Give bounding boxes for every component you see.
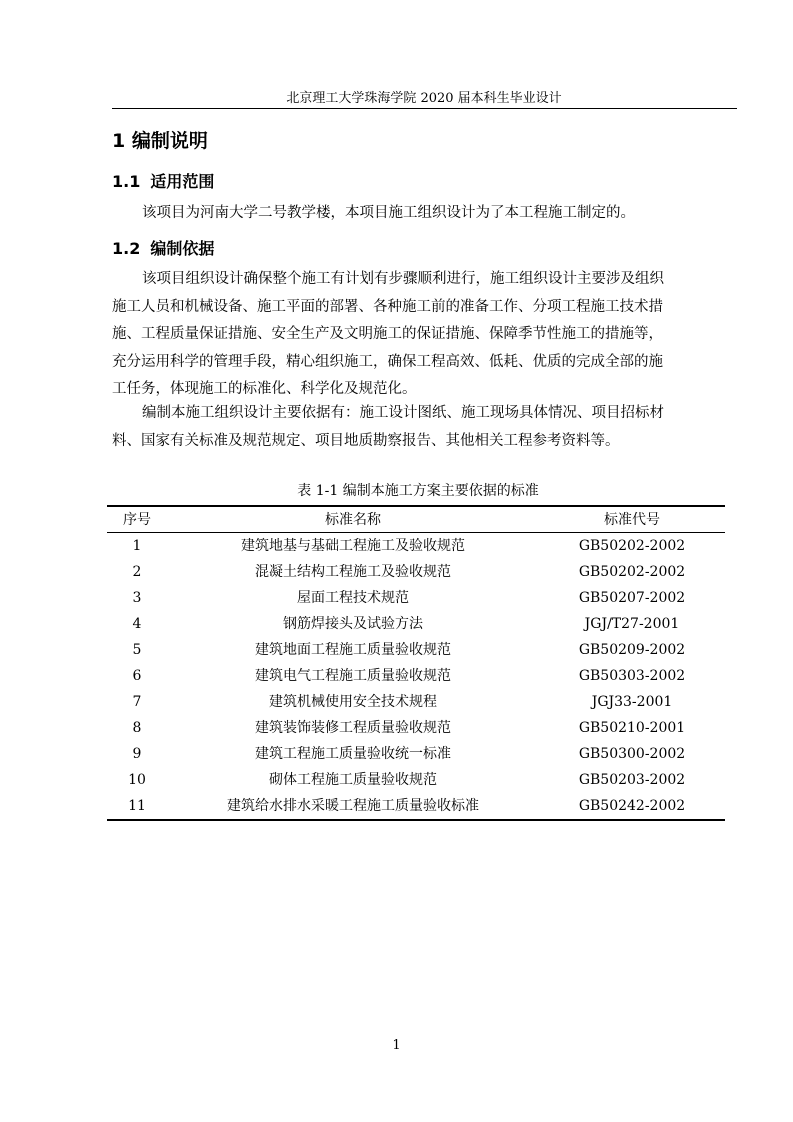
table-row [107, 585, 725, 611]
header-cell-name: 标准名称 [325, 511, 381, 528]
cell-index: 6 [132, 668, 142, 684]
cell-name: 建筑地面工程施工质量验收规范 [255, 642, 451, 658]
paragraph-line: 充分运用科学的管理手段，精心组织施工，确保工程高效、低耗、优质的完成全部的施 [112, 353, 663, 370]
table-row [107, 663, 725, 689]
table-caption: 表 1-1 编制本施工方案主要依据的标准 [297, 483, 539, 499]
paragraph-basis-1 [112, 266, 738, 404]
header-rule [112, 108, 737, 109]
subsection-number: 1.1 [112, 172, 141, 191]
cell-code: JGJ33-2001 [591, 694, 673, 710]
cell-name: 建筑电气工程施工质量验收规范 [255, 668, 451, 684]
subsection-title: 适用范围 [150, 172, 215, 191]
cell-code: GB50207-2002 [578, 590, 686, 606]
cell-name: 建筑给水排水采暖工程施工质量验收标准 [227, 798, 479, 814]
table-row [107, 767, 725, 793]
cell-index: 8 [132, 720, 142, 736]
table-row [107, 637, 725, 663]
subsection-heading-1-2 [112, 237, 214, 261]
cell-code: GB50209-2002 [578, 642, 686, 658]
cell-index: 4 [132, 616, 142, 632]
paragraph-line: 施工人员和机械设备、施工平面的部署、各种施工前的准备工作、分项工程施工技术措 [112, 298, 663, 315]
cell-index: 5 [132, 642, 142, 658]
cell-code: GB50210-2001 [578, 720, 686, 736]
header-cell-index: 序号 [123, 511, 151, 528]
paragraph-line: 工任务，体现施工的标准化、科学化及规范化。 [112, 381, 417, 398]
paragraph-line: 该项目组织设计确保整个施工有计划有步骤顺利进行，施工组织设计主要涉及组织 [142, 271, 664, 287]
cell-code: GB50303-2002 [578, 668, 686, 684]
cell-index: 1 [132, 538, 142, 554]
cell-code: GB50203-2002 [578, 772, 686, 788]
page-header: 北京理工大学珠海学院 2020 届本科生毕业设计 [286, 91, 562, 106]
cell-index: 3 [132, 590, 142, 606]
table-row [107, 741, 725, 767]
cell-index: 9 [132, 746, 142, 762]
cell-name: 建筑装饰装修工程质量验收规范 [255, 720, 451, 736]
paragraph-scope [112, 200, 738, 228]
cell-code: GB50300-2002 [578, 746, 686, 762]
subsection-title: 编制依据 [150, 239, 215, 258]
page-number: 1 [392, 1038, 401, 1053]
cell-code: GB50202-2002 [578, 564, 686, 580]
cell-name: 钢筋焊接头及试验方法 [283, 616, 423, 632]
cell-code: JGJ/T27-2001 [584, 616, 680, 632]
cell-code: GB50202-2002 [578, 538, 686, 554]
section-title: 1 编制说明 [112, 130, 208, 152]
cell-index: 11 [128, 798, 146, 814]
cell-index: 2 [132, 564, 142, 580]
table-row [107, 559, 725, 585]
cell-name: 混凝土结构工程施工及验收规范 [255, 564, 451, 580]
table-row [107, 715, 725, 741]
standards-table [107, 505, 725, 821]
subsection-number: 1.2 [112, 239, 141, 258]
cell-code: GB50242-2002 [578, 798, 686, 814]
paragraph-line: 施、工程质量保证措施、安全生产及文明施工的保证措施、保障季节性施工的措施等， [112, 326, 663, 343]
paragraph-basis-2 [112, 400, 738, 455]
paragraph-line: 编制本施工组织设计主要依据有：施工设计图纸、施工现场具体情况、项目招标材 [142, 405, 664, 421]
table-row [107, 793, 725, 819]
table-row [107, 533, 725, 559]
cell-index: 10 [128, 772, 146, 788]
table-header-row [107, 507, 725, 533]
table-row [107, 689, 725, 715]
cell-name: 建筑机械使用安全技术规程 [269, 694, 437, 710]
cell-name: 砌体工程施工质量验收规范 [269, 772, 437, 788]
paragraph-line: 料、国家有关标准及规范规定、项目地质勘察报告、其他相关工程参考资料等。 [112, 432, 620, 449]
subsection-heading-1-1 [112, 170, 214, 194]
cell-name: 建筑地基与基础工程施工及验收规范 [241, 538, 465, 554]
cell-name: 建筑工程施工质量验收统一标准 [255, 746, 451, 762]
cell-index: 7 [132, 694, 142, 710]
paragraph-line: 该项目为河南大学二号教学楼，本项目施工组织设计为了本工程施工制定的。 [142, 205, 635, 221]
table-row [107, 611, 725, 637]
cell-name: 屋面工程技术规范 [297, 590, 409, 606]
header-cell-code: 标准代号 [604, 511, 660, 528]
